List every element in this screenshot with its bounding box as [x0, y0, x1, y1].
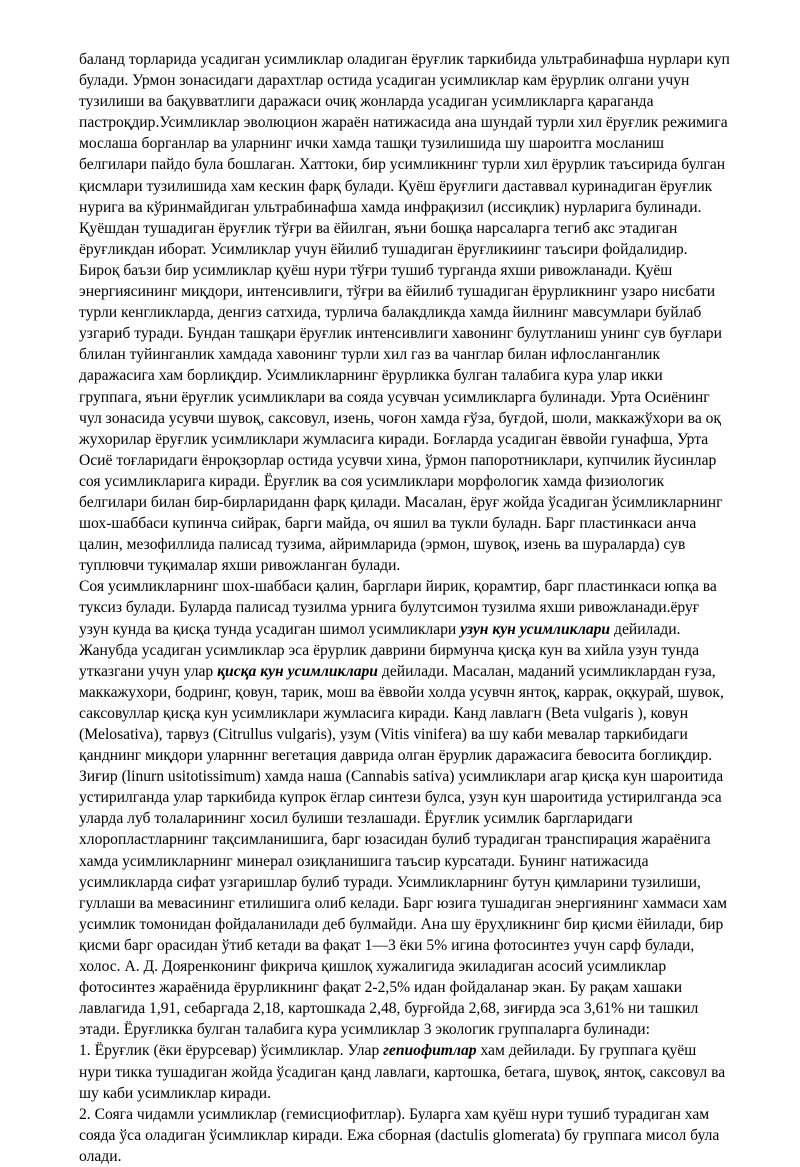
- text-line: пастроқдир.Усимликлар эволюцион жараён натижасида ана шундай турли хил ёруғлик режимига: [79, 114, 728, 132]
- text-line: устирилганда улар таркибида купрок ёглар синтези булса, узун кун шароитида устирилганда эса: [79, 789, 722, 807]
- text-line: саксовуллар қисқа кун усимликлари жумласига киради. Канд лавлагн (Beta vulgaris ), ковун: [79, 704, 689, 722]
- text-line: [79, 661, 756, 682]
- list-item-heliophytes: [79, 1040, 756, 1103]
- text-line: холос. А. Д. Дояренконинг фикрича қишлоқ хужалигида экиладиган асосий усимликлар: [79, 958, 667, 976]
- text-line: Осиё тоғларидаги ёнроқзорлар остида усувчи хина, ўрмон папоротниклари, купчилик йусинлар: [79, 451, 717, 469]
- text-line: олади.: [79, 1147, 122, 1165]
- text-line: булади. Урмон зонасидаги дарахтлар остида усадиган усимликлар кам ёрурлик олгани учун: [79, 72, 690, 90]
- text-line: мослаша борганлар ва уларнинг ички хамда ташқи тузилишида шу шароитга мосланиш: [79, 135, 665, 153]
- text-line: Соя усимликларнинг шох-шаббаси қалин, барглари йирик, қорамтир, барг пластинкаси юпқа ва: [79, 578, 717, 596]
- text-line: белгилари пайдо була бошлаган. Хаттоки, бир усимликнинг турли хил ёрурлик таъсирида булган: [79, 156, 726, 174]
- text-line: хлоропластларнинг тақсимланишига, барг юзасидан булиб турадиган транспирация жараёнига: [79, 831, 711, 849]
- term-heliophytes: гепиофитлар: [383, 1042, 477, 1060]
- paragraph-shade-plants: [79, 576, 756, 1040]
- text-line: маккажухори, бодринг, қовун, тарик, мош ва ёввойи холда усувчн янтоқ, каррак, оқкурай, шувок,: [79, 683, 724, 701]
- text-line: уларда луб толаларининг хосил булиши тезлашади. Ёруғлик усимлик баргларидаги: [79, 810, 633, 828]
- text-line: усимлик томонидан фойдаланилади деб булмайди. Ана шу ёруҳликнинг бир қисми ёйилади, бир: [79, 915, 724, 933]
- text-line: Жанубда усадиган усимликлар эса ёрурлик даврини бирмунча қисқа кун ва хийла узун тунда: [79, 641, 700, 659]
- text-line: энергиясининг миқдори, интенсивлиги, тўғри ва ёйилиб тушадиган ёрурликнинг узаро нисбати: [79, 283, 716, 301]
- text-line: 2. Сояга чидамли усимликлар (гемисциофитлар). Буларга хам қуёш нури тушиб турадиган хам: [79, 1105, 710, 1123]
- text-line: белгилари билан бир-бирлариданн фарқ қилади. Масалан, ёруғ жойда ўсадиган ўсимликларнинг: [79, 493, 723, 511]
- text-run: узун кунда ва қисқа тунда усадиган шимол усимликлари: [79, 620, 461, 638]
- text-line: Зиғир (linurn usitotissimum) хамда наша (Cannabis sativa) усимликлари агар қисқа кун шароитида: [79, 768, 724, 786]
- text-line: [79, 619, 756, 640]
- text-run: хам дейилади. Бу группага қуёш: [476, 1042, 697, 1060]
- text-line: тузилиши ва бақувватлиги даражаси очиқ жонларда усадиган усимликларга қараганда: [79, 93, 654, 111]
- text-line: баланд торларида усадиган усимликлар оладиган ёруғлик таркибида ультрабинафша нурлари куп: [79, 51, 730, 68]
- text-line: турли кенгликларда, денгиз сатхида, турлича балакдликда хамда йилнинг мавсумлари буйлаб: [79, 304, 702, 322]
- text-line: цалин, мезофиллида палисад тузима, айримларида (эрмон, шувоқ, изень ва шураларда) сув: [79, 536, 686, 554]
- text-line: соя усимликларига киради. Ёруғлик ва соя усимликлари морфологик хамда физиологик: [79, 472, 665, 490]
- text-line: (Melosativa), тарвуз (Citrullus vulgaris), узум (Vitis vinifera) ва шу каби мевалар таркибидаги: [79, 726, 688, 743]
- text-line: жухорилар ёруғлик усимликлари жумласига киради. Боғларда усадиган ёввойи гунафша, Урта: [79, 430, 709, 448]
- list-item-hemisciophytes: [79, 1104, 756, 1167]
- text-line: лавлагида 1,91, себаргада 2,18, картошкада 2,48, бурғойда 2,68, зиғирда эса 3,61% ни ташкил: [79, 1000, 699, 1018]
- paragraph-light-regimes: [79, 49, 756, 576]
- text-line: Қуёшдан тушадиган ёруғлик тўғри ва ёйилган, яъни бошқа нарсаларга тегиб акс этадиган: [79, 219, 678, 237]
- text-run: утказгани учун улар: [79, 662, 218, 680]
- text-run: дейилади. Масалан, маданий усимликлардан ғуза,: [377, 662, 716, 680]
- text-line: фотосинтез жараёнида ёрурликнинг фақат 2-2,5% идан фойдаланар экан. Бу рақам хашаки: [79, 979, 683, 997]
- text-run: 1. Ёруғлик (ёки ёрурсевар) ўсимликлар. Улар: [79, 1042, 384, 1060]
- text-line: шох-шаббаси купинча сийрак, барги майда, оч яшил ва тукли буладн. Барг пластинкаси анча: [79, 515, 697, 533]
- text-line: чул зонасида усувчи шувоқ, саксовул, изень, чоғон хамда ғўза, буғдой, шоли, маккажўхори ва оқ: [79, 409, 722, 427]
- text-line: нури тикка тушадиган жойда ўсадиган қанд лавлаги, картошка, бетага, шувоқ, янтоқ, саксовул ва: [79, 1063, 726, 1081]
- text-line: нурига ва кўринмайдиган ультрабинафша хамда инфрақизил (иссиқлик) нурларига булинади.: [79, 198, 702, 216]
- text-run: дейилади.: [610, 620, 681, 638]
- text-line: этади. Ёруғликка булган талабига кура усимликлар 3 экологик группаларга булинади:: [79, 1021, 650, 1039]
- term-long-day-plants: узун кун усимликлари: [460, 620, 611, 638]
- text-line: қанднинг миқдори уларнннг вегетация даврида олган ёрурлик даражасига бевосита боглиқдир.: [79, 747, 713, 765]
- text-line: узгариб туради. Бундан ташқари ёруғлик интенсивлиги хавонинг булутланиш унинг сув буғлари: [79, 325, 722, 343]
- text-line: Бироқ баъзи бир усимликлар қуёш нури тўғри тушиб турганда яхши ривожланади. Қуёш: [79, 261, 673, 279]
- text-line: қисми барг орасидан ўтиб кетади ва фақат 1—3 ёки 5% игина фотосинтез учун сарф булади,: [79, 936, 695, 954]
- text-line: шу каби усимликлар киради.: [79, 1084, 271, 1102]
- text-line: блилан туйинганлик хамдада хавонинг турли хил газ ва чанглар билан ифлосланганлик: [79, 346, 661, 364]
- text-line: ёруғликдан иборат. Усимликлар учун ёйилиб тушадиган ёруғликиинг таъсири фойдалидир.: [79, 240, 688, 258]
- text-line: қисмлари тузилишида хам кескин фарқ булади. Қуёш ёруғлиги даставвал куринадиган ёруғлик: [79, 177, 713, 195]
- text-line: даражасига хам борлиқдир. Усимликларнинг ёрурликка булган талабига кура улар икки: [79, 367, 663, 385]
- text-line: хамда усимликларнинг минерал озиқланишига таъсир курсатади. Бунинг натижасида: [79, 852, 649, 870]
- text-line: туплювчи туқималар яхши ривожланган булади.: [79, 557, 401, 575]
- text-line: гуллаши ва мевасининг етилишига олиб келади. Барг юзига тушадиган энергиянинг хаммаси хам: [79, 894, 728, 912]
- term-short-day-plants: қисқа кун усимликлари: [217, 662, 378, 680]
- text-line: [79, 1040, 756, 1061]
- text-line: туксиз булади. Буларда палисад тузилма урнига булутсимон тузилма яхши ривожланади.ёруғ: [79, 599, 700, 617]
- text-line: группага, яъни ёруғлик усимликлари ва сояда усувчан усимликларга булинади. Урта Осиёнинг: [79, 388, 710, 406]
- text-line: усимликларда сифат узгаришлар булиб туради. Усимликларнинг бутун қимларини тузилиши,: [79, 873, 701, 891]
- text-line: сояда ўса оладиган ўсимликлар киради. Ежа сборная (dactulis glomerata) бу группага мисол була: [79, 1126, 720, 1144]
